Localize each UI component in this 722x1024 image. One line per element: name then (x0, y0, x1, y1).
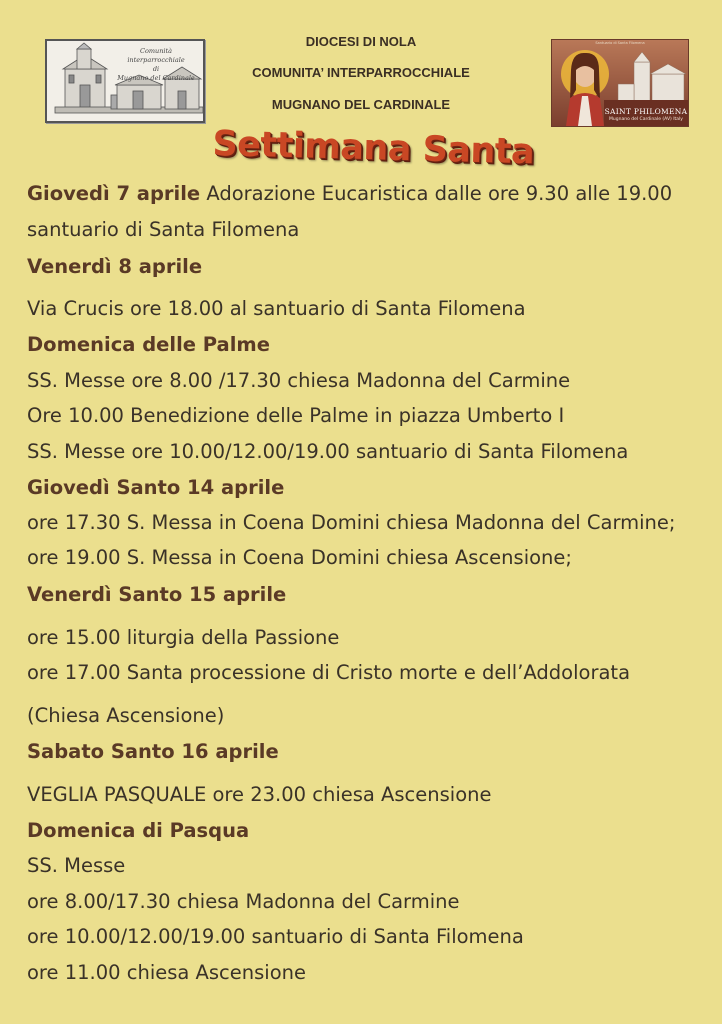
schedule-line: SS. Messe ore 8.00 /17.30 chiesa Madonna del Carmine (27, 369, 571, 392)
saint-image-topline: Santuario di Santa Filomena (595, 41, 645, 45)
day-heading: Domenica delle Palme (27, 333, 270, 356)
event-text: Adorazione Eucaristica dalle ore 9.30 alle 19.00 (200, 182, 673, 205)
header (0, 0, 722, 175)
saint-philomena-image (551, 39, 689, 127)
day-heading: Venerdì 8 aprile (27, 255, 203, 278)
schedule-line: ore 19.00 S. Messa in Coena Domini chiesa Ascensione; (27, 546, 572, 569)
caption-line: Comunità interparrocchiale (127, 47, 185, 64)
schedule-line: santuario di Santa Filomena (27, 218, 300, 241)
caption-line: Mugnano del Cardinale (117, 74, 195, 82)
schedule-line: VEGLIA PASQUALE ore 23.00 chiesa Ascensione (27, 783, 492, 806)
schedule-line: ore 11.00 chiesa Ascensione (27, 961, 306, 984)
page-title: Settimana Santa (211, 124, 535, 173)
schedule-line: Via Crucis ore 18.00 al santuario di Santa Filomena (27, 297, 526, 320)
schedule-line: ore 17.30 S. Messa in Coena Domini chiesa Madonna del Carmine; (27, 511, 676, 534)
diocese-title: DIOCESI DI NOLA (305, 34, 417, 49)
schedule-line: SS. Messe (27, 854, 126, 877)
day-heading: Giovedì Santo 14 aprile (27, 476, 285, 499)
schedule-line: ore 10.00/12.00/19.00 santuario di Santa Filomena (27, 925, 524, 948)
day-heading: Sabato Santo 16 aprile (27, 740, 279, 763)
community-title: COMUNITA’ INTERPARROCCHIALE (252, 65, 470, 80)
day-heading: Giovedì 7 aprile (27, 182, 201, 205)
schedule-line: ore 8.00/17.30 chiesa Madonna del Carmine (27, 890, 460, 913)
schedule-line (27, 182, 672, 206)
schedule-line: ore 15.00 liturgia della Passione (27, 626, 340, 649)
saint-image-sub: Mugnano del Cardinale (AV) Italy (609, 117, 683, 122)
town-title: MUGNANO DEL CARDINALE (271, 97, 451, 112)
schedule-line: SS. Messe ore 10.00/12.00/19.00 santuario di Santa Filomena (27, 440, 629, 463)
schedule-line: Ore 10.00 Benedizione delle Palme in piazza Umberto I (27, 404, 565, 427)
schedule-line: (Chiesa Ascensione) (27, 704, 225, 727)
saint-image-name: SAINT PHILOMENA (604, 107, 688, 116)
schedule-line: ore 17.00 Santa processione di Cristo morte e dell’Addolorata (27, 661, 631, 684)
caption-line: di (152, 65, 160, 73)
day-heading: Venerdì Santo 15 aprile (27, 583, 287, 606)
day-heading: Domenica di Pasqua (27, 819, 250, 842)
